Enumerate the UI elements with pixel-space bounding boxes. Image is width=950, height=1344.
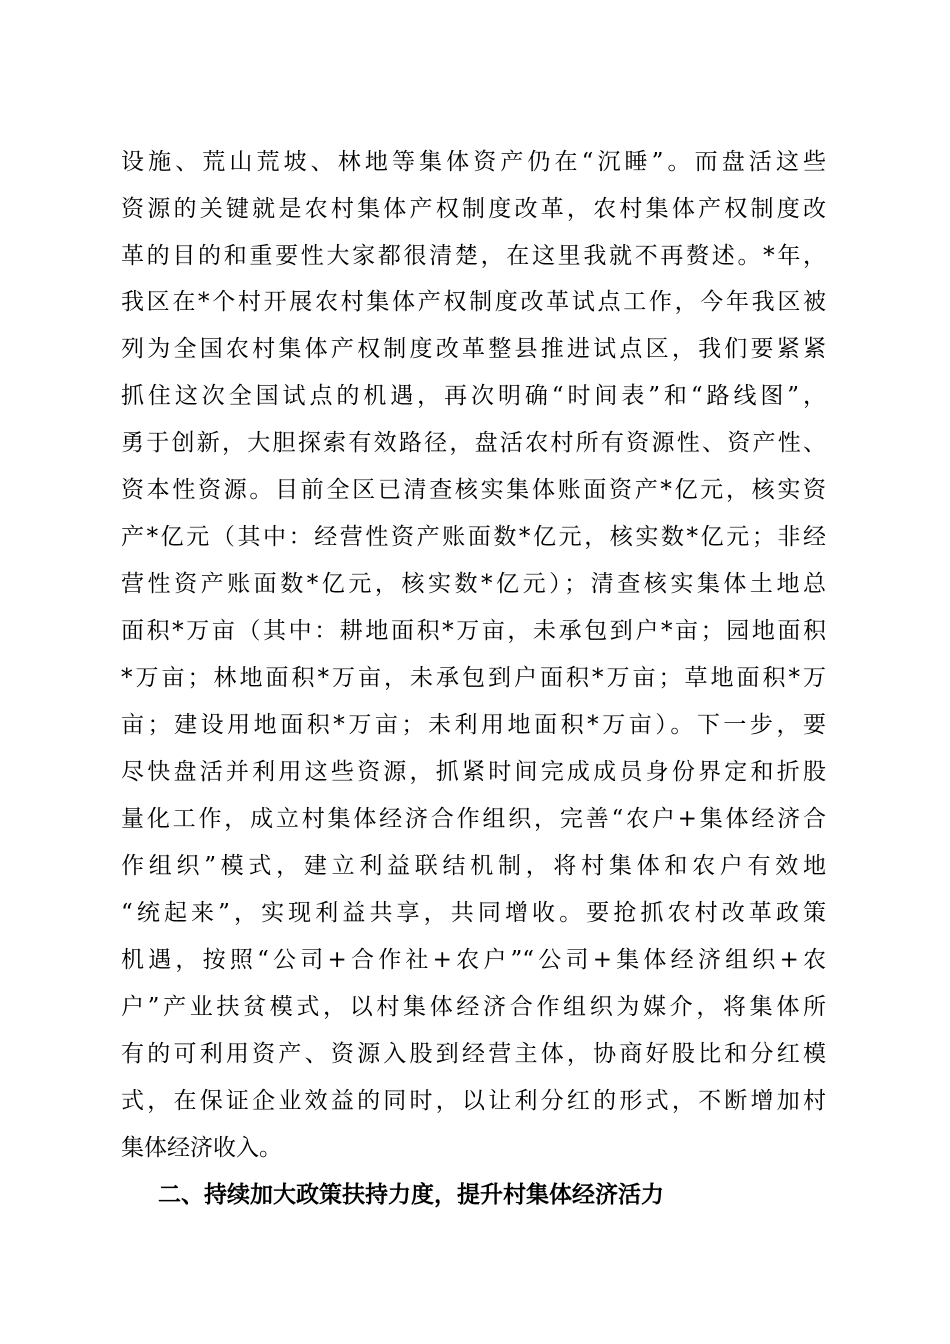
paragraph-line: 资源的关键就是农村集体产权制度改革，农村集体产权制度改 — [121, 196, 826, 222]
paragraph-line: 产*亿元（其中：经营性资产账面数*亿元，核实数*亿元；非经 — [121, 524, 826, 550]
paragraph-line: 面积*万亩（其中：耕地面积*万亩，未承包到户*亩；园地面积 — [121, 618, 826, 644]
paragraph-line: 设施、荒山荒坡、林地等集体资产仍在“沉睡”。而盘活这些 — [121, 149, 826, 175]
paragraph-line: 资本性资源。目前全区已清查核实集体账面资产*亿元，核实资 — [121, 477, 826, 503]
paragraph-line: 列为全国农村集体产权制度改革整县推进试点区，我们要紧紧 — [121, 336, 826, 362]
paragraph-line: 营性资产账面数*亿元，核实数*亿元）；清查核实集体土地总 — [121, 571, 826, 597]
paragraph-line-last: 集体经济收入。 — [121, 1135, 282, 1161]
paragraph-line: 亩；建设用地面积*万亩；未利用地面积*万亩）。下一步，要 — [121, 712, 826, 738]
paragraph-line: 量化工作，成立村集体经济合作组织，完善“农户+集体经济合 — [121, 806, 826, 832]
paragraph-line: 我区在*个村开展农村集体产权制度改革试点工作，今年我区被 — [121, 289, 826, 315]
paragraph-line: 勇于创新，大胆探索有效路径，盘活农村所有资源性、资产性、 — [121, 430, 826, 456]
paragraph-line: 有的可利用资产、资源入股到经营主体，协商好股比和分红模 — [121, 1041, 826, 1067]
paragraph-line: “统起来”，实现利益共享，共同增收。要抢抓农村改革政策 — [121, 900, 826, 926]
paragraph-line: 抓住这次全国试点的机遇，再次明确“时间表”和“路线图”， — [121, 383, 826, 409]
paragraph-line: 作组织”模式，建立利益联结机制，将村集体和农户有效地 — [121, 853, 826, 879]
section-heading: 二、持续加大政策扶持力度，提升村集体经济活力 — [158, 1182, 664, 1208]
paragraph-line: *万亩；林地面积*万亩，未承包到户面积*万亩；草地面积*万 — [121, 665, 826, 691]
paragraph-line: 尽快盘活并利用这些资源，抓紧时间完成成员身份界定和折股 — [121, 759, 826, 785]
paragraph-line: 式，在保证企业效益的同时，以让利分红的形式，不断增加村 — [121, 1088, 826, 1114]
paragraph-line: 革的目的和重要性大家都很清楚，在这里我就不再赘述。*年， — [121, 243, 826, 269]
paragraph-line: 机遇，按照“公司+合作社+农户”“公司+集体经济组织+农 — [121, 947, 826, 973]
paragraph-line: 户”产业扶贫模式，以村集体经济合作组织为媒介，将集体所 — [121, 994, 826, 1020]
